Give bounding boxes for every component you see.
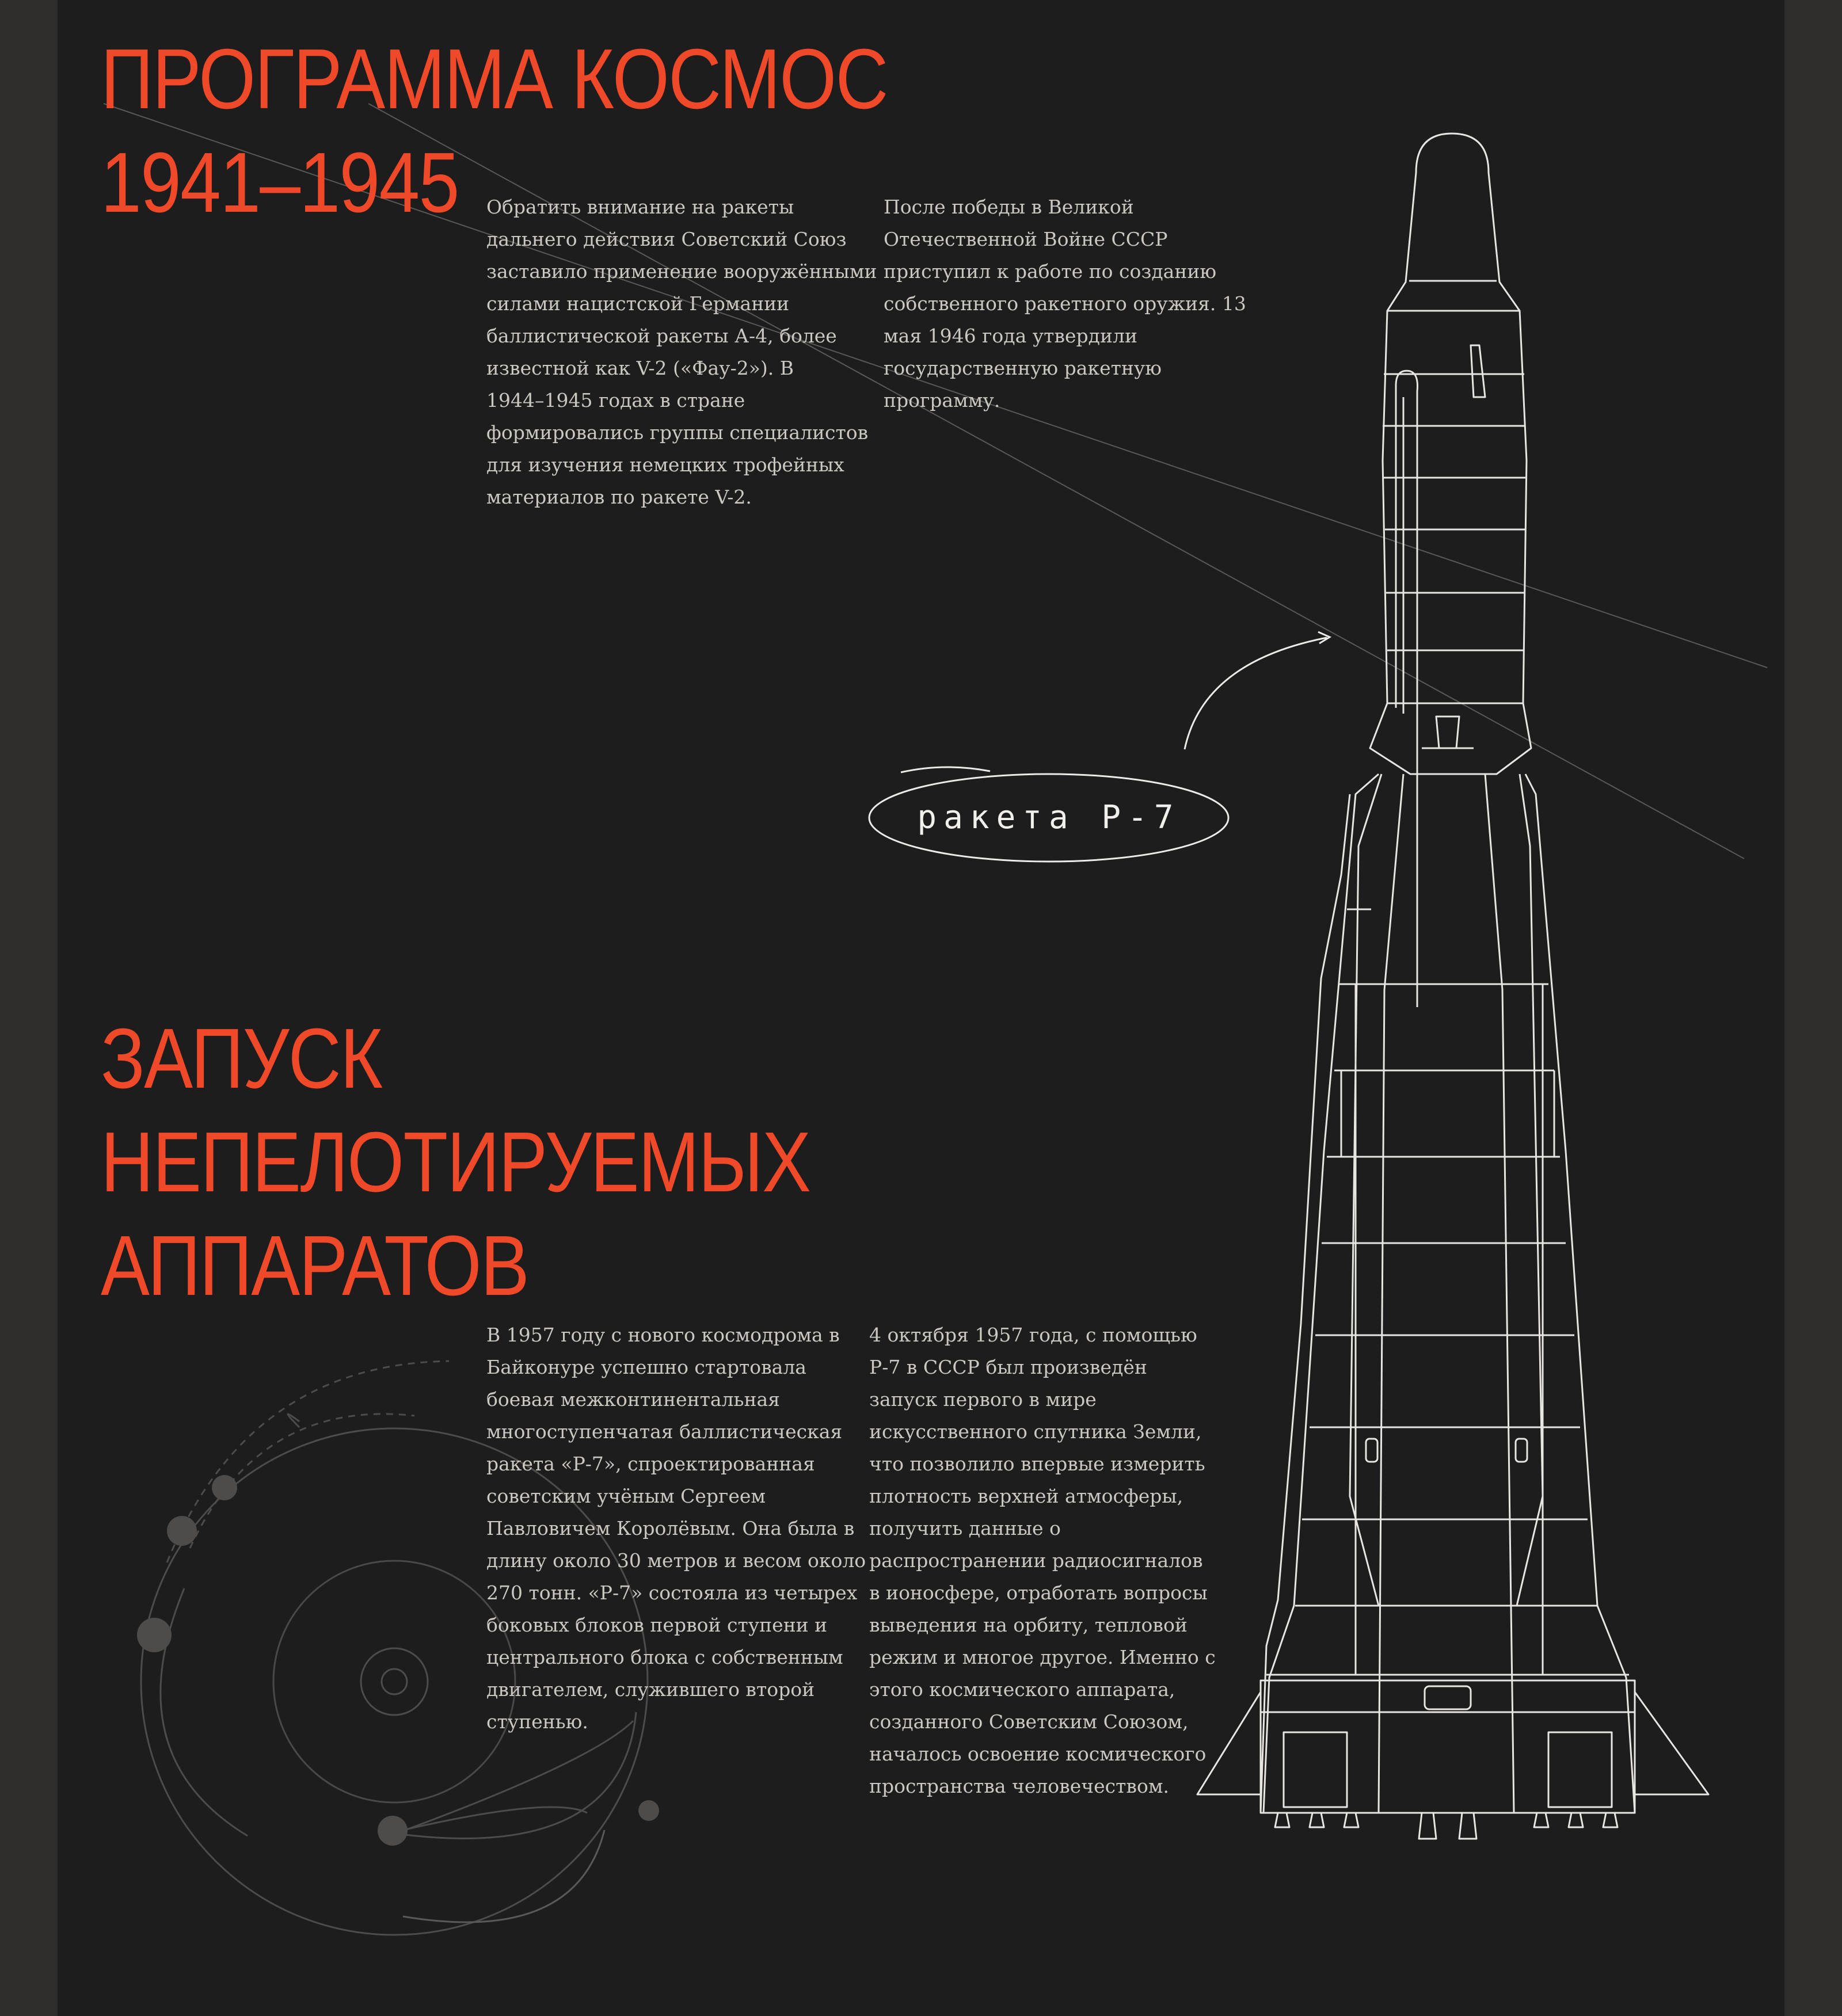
text-line: ступенью. bbox=[486, 1710, 588, 1733]
text-line: программу. bbox=[884, 389, 1000, 411]
text-line: этого космического аппарата, bbox=[869, 1678, 1175, 1701]
text-line: известной как V-2 («Фау-2»). В bbox=[486, 357, 794, 379]
text-line: формировались группы специалистов bbox=[486, 421, 869, 444]
text-line: дальнего действия Советский Союз bbox=[486, 228, 847, 250]
text-line: выведения на орбиту, тепловой bbox=[869, 1614, 1188, 1636]
text-line: 4 октября 1957 года, с помощью bbox=[869, 1324, 1197, 1346]
text-line: плотность верхней атмосферы, bbox=[869, 1485, 1183, 1507]
text-line: созданного Советским Союзом, bbox=[869, 1710, 1189, 1733]
text-line: В 1957 году с нового космодрома в bbox=[486, 1324, 840, 1346]
text-line: баллистической ракеты А-4, более bbox=[486, 325, 837, 347]
text-line: силами нацистской Германии bbox=[486, 292, 790, 315]
text-line: государственную ракетную bbox=[884, 357, 1162, 379]
text-line: советским учёным Сергеем bbox=[486, 1485, 766, 1507]
text-line: 270 тонн. «Р-7» состояла из четырех bbox=[486, 1581, 858, 1604]
text-line: 1944–1945 годах в стране bbox=[486, 389, 745, 411]
section1-paragraph-1 bbox=[486, 191, 877, 513]
text-line: началось освоение космического bbox=[869, 1743, 1207, 1765]
text-line: материалов по ракете V-2. bbox=[486, 486, 752, 508]
text-line: собственного ракетного оружия. 13 bbox=[884, 292, 1246, 315]
text-line: многоступенчатая баллистическая bbox=[486, 1420, 843, 1443]
text-line: боковых блоков первой ступени и bbox=[486, 1614, 828, 1636]
text-line: мая 1946 года утвердили bbox=[884, 325, 1137, 347]
text-line: что позволило впервые измерить bbox=[869, 1453, 1205, 1475]
section2-paragraph-1 bbox=[486, 1319, 866, 1738]
text-line: заставило применение вооружёнными bbox=[486, 260, 877, 283]
section1-title-line2: 1941–1945 bbox=[101, 135, 459, 230]
text-line: Павловичем Королёвым. Она была в bbox=[486, 1517, 855, 1539]
text-line: боевая межконтинентальная bbox=[486, 1388, 780, 1411]
text-line: искусственного спутника Земли, bbox=[869, 1420, 1202, 1443]
section2-title-line: НЕПЕЛОТИРУЕМЫХ bbox=[101, 1115, 810, 1210]
text-line: ракета «Р-7», спроектированная bbox=[486, 1453, 815, 1475]
text-line: получить данные о bbox=[869, 1517, 1061, 1539]
section1-paragraph-2 bbox=[884, 191, 1246, 417]
text-line: После победы в Великой bbox=[884, 196, 1134, 218]
text-line: в ионосфере, отработать вопросы bbox=[869, 1581, 1208, 1604]
text-line: Отечественной Войне СССР bbox=[884, 228, 1168, 250]
text-line: пространства человечеством. bbox=[869, 1775, 1169, 1797]
section1-title-line1: ПРОГРАММА КОСМОС bbox=[101, 32, 888, 127]
text-line: запуск первого в мире bbox=[869, 1388, 1097, 1411]
text-line: центрального блока с собственным bbox=[486, 1646, 843, 1668]
section2-title-line: АППАРАТОВ bbox=[101, 1218, 529, 1313]
text-line: длину около 30 метров и весом около bbox=[486, 1549, 866, 1572]
text-line: для изучения немецких трофейных bbox=[486, 453, 844, 476]
text-line: приступил к работе по созданию bbox=[884, 260, 1217, 283]
section2-title bbox=[101, 1007, 810, 1318]
section2-title-line: ЗАПУСК bbox=[101, 1011, 382, 1106]
text-line: двигателем, служившего второй bbox=[486, 1678, 815, 1701]
text-line: Р-7 в СССР был произведён bbox=[869, 1356, 1147, 1378]
section2-paragraph-2 bbox=[869, 1319, 1232, 1802]
text-line: режим и многое другое. Именно с bbox=[869, 1646, 1216, 1668]
rocket-callout-label: ракета Р-7 bbox=[917, 798, 1181, 836]
text-line: распространении радиосигналов bbox=[869, 1549, 1203, 1572]
text-line: Обратить внимание на ракеты bbox=[486, 196, 794, 218]
text-line: Байконуре успешно стартовала bbox=[486, 1356, 806, 1378]
